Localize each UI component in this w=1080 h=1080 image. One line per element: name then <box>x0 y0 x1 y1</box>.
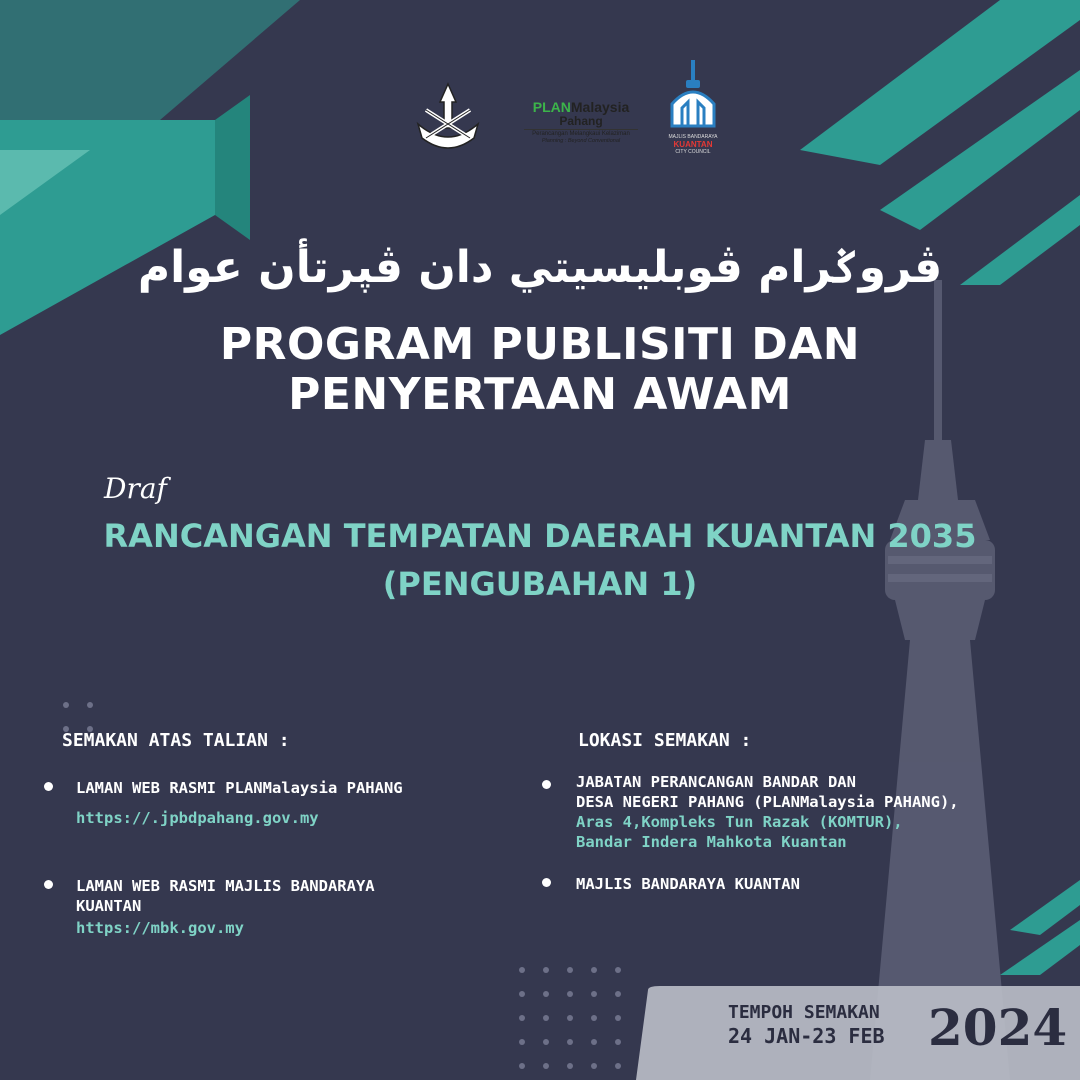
mbk-logo-council: CITY COUNCIL <box>675 149 711 155</box>
online-item-label: KUANTAN <box>76 897 142 915</box>
bullet <box>542 878 551 887</box>
location-item-mbk <box>576 874 800 894</box>
online-review-heading: SEMAKAN ATAS TALIAN : <box>62 730 290 751</box>
logo-pahang-text: Pahang <box>559 114 603 128</box>
logo-malaysia-text: Malaysia <box>570 99 630 115</box>
draf-label: Draf <box>104 472 167 505</box>
logo-plan-text: PLAN <box>532 99 571 115</box>
title-line-2: PENYERTAAN AWAM <box>288 369 792 420</box>
plan-title-line-2: (PENGUBAHAN 1) <box>382 565 698 603</box>
online-item-mbk <box>76 876 375 938</box>
plan-title-line-1: RANCANGAN TEMPATAN DAERAH KUANTAN 2035 <box>103 517 977 555</box>
mbk-logo-text: MAJLIS BANDARAYA <box>668 134 718 140</box>
bullet <box>542 780 551 789</box>
online-item-label: LAMAN WEB RASMI MAJLIS BANDARAYA <box>76 877 375 895</box>
location-address: Aras 4,Kompleks Tun Razak (KOMTUR), <box>576 813 903 831</box>
period-dates: 24 JAN-23 FEB <box>728 1024 885 1048</box>
planmalaysia-logo <box>518 100 644 150</box>
location-line: MAJLIS BANDARAYA KUANTAN <box>576 875 800 893</box>
mbk-tower-icon <box>664 60 722 130</box>
teal-stripe <box>0 0 300 120</box>
bullet <box>44 880 53 889</box>
link-jpbdpahang[interactable]: https://.jpbdpahang.gov.my <box>76 809 319 827</box>
location-address: Bandar Indera Mahkota Kuantan <box>576 833 847 851</box>
pahang-crest-icon <box>412 80 484 156</box>
title-line-1: PROGRAM PUBLISITI DAN <box>219 319 861 370</box>
bullet <box>44 782 53 791</box>
link-mbk[interactable]: https://mbk.gov.my <box>76 919 244 937</box>
location-line: JABATAN PERANCANGAN BANDAR DAN <box>576 773 856 791</box>
location-heading: LOKASI SEMAKAN : <box>578 730 752 751</box>
location-item-jpbd <box>576 772 959 852</box>
mbk-logo-kuantan: KUANTAN <box>673 140 713 149</box>
period-label: TEMPOH SEMAKAN <box>728 1002 880 1023</box>
logo-tagline: Perancangan Melangkaui Kelaziman <box>532 131 630 137</box>
teal-stripe <box>1010 880 1080 935</box>
period-year: 2024 <box>928 998 1068 1057</box>
logo-tagline-english: Planning : Beyond Conventional <box>541 138 621 144</box>
online-item-label: LAMAN WEB RASMI PLANMalaysia PAHANG <box>76 779 403 797</box>
location-line: DESA NEGERI PAHANG (PLANMalaysia PAHANG), <box>576 793 959 811</box>
mbk-logo <box>664 60 722 158</box>
jawi-title: ڤروݢرام ڤوبليسيتي دان ڤڽرتأن عوام <box>137 242 943 293</box>
online-item-planmalaysia <box>76 778 403 828</box>
teal-slab-side <box>215 95 250 240</box>
